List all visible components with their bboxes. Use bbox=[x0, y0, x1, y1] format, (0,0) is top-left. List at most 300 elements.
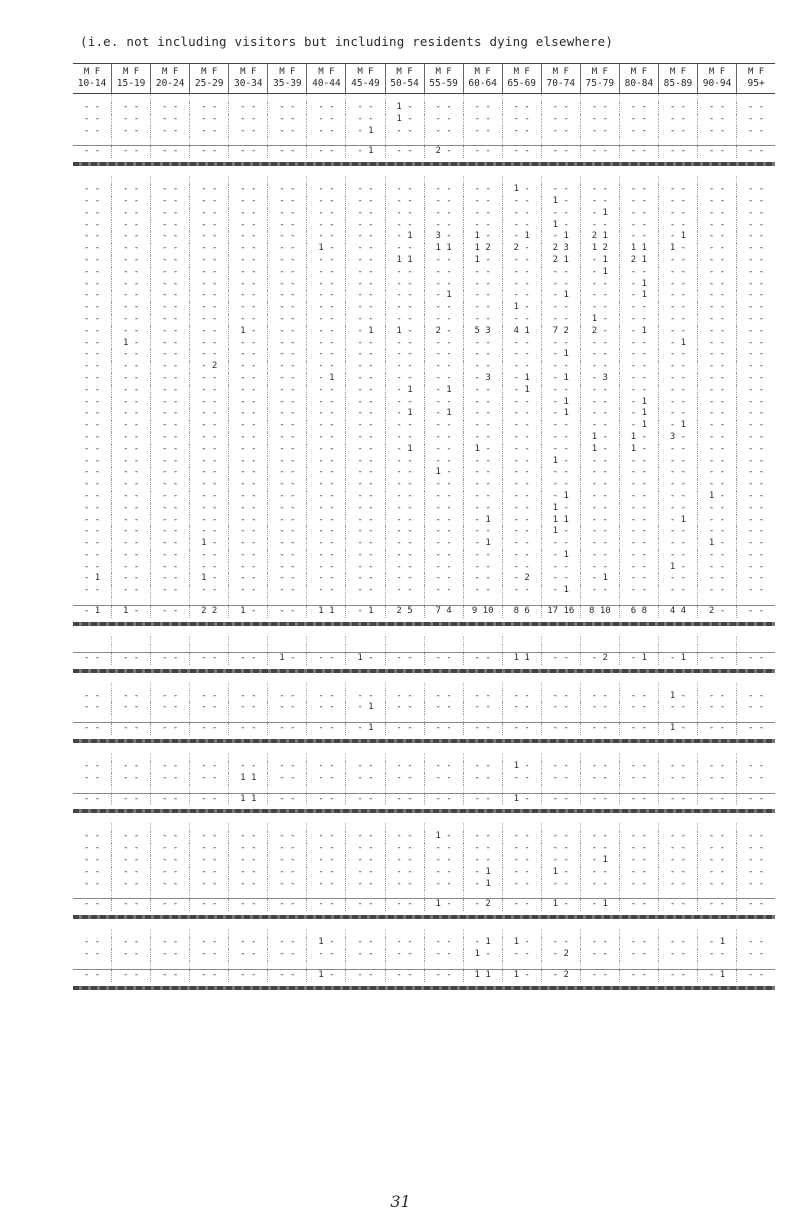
gap-cell bbox=[228, 636, 267, 644]
table-cell: - - bbox=[150, 114, 189, 126]
table-row bbox=[73, 515, 775, 527]
table-cell: - - bbox=[580, 338, 619, 350]
table-cell: - - bbox=[424, 279, 463, 291]
gap-cell bbox=[111, 714, 150, 722]
table-cell: - - bbox=[697, 196, 736, 208]
table-cell: - - bbox=[83, 502, 101, 513]
table-cell: - - bbox=[345, 208, 384, 220]
header-age-11 bbox=[502, 64, 541, 93]
gap-cell bbox=[228, 753, 267, 761]
table-row bbox=[73, 503, 775, 515]
gap-cell bbox=[502, 137, 541, 145]
table-cell: - - bbox=[658, 550, 697, 562]
table-cell: - - bbox=[83, 526, 101, 537]
gap-cell bbox=[306, 597, 345, 605]
table-cell: - - bbox=[658, 267, 697, 279]
gap-cell bbox=[502, 683, 541, 691]
table-cell: - - bbox=[189, 385, 228, 397]
table-cell: - - bbox=[267, 444, 306, 456]
table-cell: - - bbox=[111, 867, 150, 879]
table-cell: - - bbox=[463, 208, 502, 220]
table-cell: - - bbox=[697, 899, 736, 911]
header-sex-label: M F bbox=[162, 67, 179, 77]
table-cell: - - bbox=[463, 723, 502, 735]
table-cell: - - bbox=[189, 373, 228, 385]
table-cell: - - bbox=[228, 456, 267, 468]
table-cell: - - bbox=[228, 102, 267, 114]
gap-cell bbox=[189, 94, 228, 102]
table-cell: 1 - bbox=[502, 970, 541, 982]
header-sex-label: M F bbox=[357, 67, 374, 77]
gap-cell bbox=[619, 94, 658, 102]
table-row bbox=[73, 208, 775, 220]
table-cell: - - bbox=[189, 432, 228, 444]
gap-cell bbox=[619, 176, 658, 184]
gap-cell bbox=[697, 714, 736, 722]
table-cell: - - bbox=[424, 937, 463, 949]
table-cell: - 1 bbox=[385, 231, 424, 243]
table-cell: - - bbox=[697, 879, 736, 891]
table-cell: - - bbox=[424, 102, 463, 114]
table-cell: - - bbox=[189, 467, 228, 479]
table-cell: - - bbox=[345, 503, 384, 515]
table-cell: - 1 bbox=[502, 385, 541, 397]
table-cell: - - bbox=[424, 773, 463, 785]
table-cell: - - bbox=[736, 126, 775, 138]
table-cell: - - bbox=[658, 385, 697, 397]
table-cell: - - bbox=[345, 879, 384, 891]
table-cell: - - bbox=[502, 432, 541, 444]
table-cell: - - bbox=[502, 949, 541, 961]
header-sex-label: M F bbox=[201, 67, 218, 77]
gap-cell bbox=[111, 137, 150, 145]
gap-cell bbox=[463, 683, 502, 691]
table-cell: - - bbox=[189, 515, 228, 527]
table-cell: 1 - bbox=[697, 491, 736, 503]
table-cell: 9 10 bbox=[463, 606, 502, 618]
table-cell: - - bbox=[83, 207, 101, 218]
table-cell: - - bbox=[385, 491, 424, 503]
table-cell: - 1 bbox=[580, 855, 619, 867]
table-cell: - - bbox=[267, 338, 306, 350]
table-cell: - - bbox=[580, 761, 619, 773]
table-cell: - - bbox=[736, 467, 775, 479]
table-cell: - 1 bbox=[541, 585, 580, 597]
table-cell: - - bbox=[189, 585, 228, 597]
table-cell: - 1 bbox=[541, 231, 580, 243]
total-row bbox=[73, 605, 775, 618]
table-cell: - - bbox=[150, 349, 189, 361]
table-cell: 2 - bbox=[424, 326, 463, 338]
gap-cell bbox=[306, 636, 345, 644]
table-cell: - - bbox=[150, 515, 189, 527]
table-cell: - - bbox=[306, 562, 345, 574]
table-cell: - - bbox=[619, 314, 658, 326]
header-sex-label: M F bbox=[591, 67, 608, 77]
table-cell: - - bbox=[580, 831, 619, 843]
table-cell: - - bbox=[697, 456, 736, 468]
gap-cell bbox=[385, 683, 424, 691]
table-cell: - - bbox=[658, 184, 697, 196]
table-cell: - - bbox=[385, 196, 424, 208]
table-cell: - - bbox=[658, 208, 697, 220]
table-cell: - - bbox=[267, 515, 306, 527]
gap-cell bbox=[697, 137, 736, 145]
table-cell: - - bbox=[345, 338, 384, 350]
table-cell: - - bbox=[697, 361, 736, 373]
table-cell: - - bbox=[502, 585, 541, 597]
total-row bbox=[73, 722, 775, 735]
table-cell: - - bbox=[345, 937, 384, 949]
table-cell: - - bbox=[580, 794, 619, 806]
gap-cell bbox=[736, 137, 775, 145]
table-cell: - - bbox=[580, 949, 619, 961]
table-cell: - - bbox=[619, 761, 658, 773]
header-age-4 bbox=[228, 64, 267, 93]
gap-cell bbox=[541, 890, 580, 898]
gap-cell bbox=[736, 753, 775, 761]
table-cell: - - bbox=[424, 302, 463, 314]
table-cell: - 1 bbox=[619, 408, 658, 420]
gap-cell bbox=[619, 636, 658, 644]
table-cell: - 1 bbox=[463, 937, 502, 949]
table-cell: - - bbox=[697, 126, 736, 138]
table-cell: - - bbox=[463, 491, 502, 503]
gap-cell bbox=[385, 94, 424, 102]
table-cell: - - bbox=[658, 220, 697, 232]
table-cell: - - bbox=[306, 761, 345, 773]
table-cell: - - bbox=[385, 279, 424, 291]
table-cell: - - bbox=[150, 302, 189, 314]
table-cell: - - bbox=[306, 585, 345, 597]
gap-cell bbox=[697, 597, 736, 605]
table-cell: 1 - bbox=[424, 467, 463, 479]
table-cell: 1 1 bbox=[463, 970, 502, 982]
table-row bbox=[73, 385, 775, 397]
table-cell: - - bbox=[619, 184, 658, 196]
table-cell: - 1 bbox=[541, 397, 580, 409]
table-cell: - - bbox=[619, 491, 658, 503]
table-cell: - - bbox=[83, 313, 101, 324]
table-cell: 1 - bbox=[306, 937, 345, 949]
table-cell: - - bbox=[736, 220, 775, 232]
table-cell: 17 16 bbox=[541, 606, 580, 618]
gap-cell bbox=[111, 683, 150, 691]
table-cell: - - bbox=[541, 385, 580, 397]
table-cell: - - bbox=[306, 491, 345, 503]
table-cell: - - bbox=[580, 970, 619, 982]
gap-cell bbox=[228, 644, 267, 652]
table-cell: - - bbox=[424, 397, 463, 409]
table-cell: - - bbox=[424, 184, 463, 196]
table-row bbox=[73, 949, 775, 961]
gap-cell bbox=[658, 961, 697, 969]
table-cell: - - bbox=[111, 467, 150, 479]
gap-cell bbox=[463, 636, 502, 644]
gap-cell bbox=[619, 714, 658, 722]
table-cell: - - bbox=[306, 550, 345, 562]
table-cell: - - bbox=[502, 467, 541, 479]
table-cell: - - bbox=[502, 899, 541, 911]
gap-cell bbox=[73, 683, 111, 691]
header-age-group: 45-49 bbox=[351, 78, 380, 89]
gap-cell bbox=[345, 137, 384, 145]
gap-cell bbox=[73, 961, 111, 969]
gap-cell bbox=[385, 961, 424, 969]
table-cell: - - bbox=[619, 114, 658, 126]
gap-cell bbox=[385, 753, 424, 761]
gap-cell bbox=[541, 636, 580, 644]
table-cell: - - bbox=[111, 937, 150, 949]
table-cell: - - bbox=[189, 653, 228, 665]
gap-cell bbox=[228, 137, 267, 145]
table-cell: - - bbox=[658, 373, 697, 385]
gap-cell bbox=[345, 597, 384, 605]
table-cell: - - bbox=[345, 562, 384, 574]
table-cell: - - bbox=[424, 761, 463, 773]
table-cell: - - bbox=[697, 220, 736, 232]
table-cell: - - bbox=[306, 691, 345, 703]
table-row bbox=[73, 843, 775, 855]
gap-cell bbox=[306, 890, 345, 898]
table-cell: - - bbox=[541, 432, 580, 444]
table-cell: 1 - bbox=[658, 243, 697, 255]
gap-cell bbox=[736, 890, 775, 898]
table-cell: - 1 bbox=[619, 326, 658, 338]
table-row bbox=[73, 220, 775, 232]
table-cell: - - bbox=[267, 538, 306, 550]
table-cell: - - bbox=[619, 208, 658, 220]
table-cell: - - bbox=[658, 831, 697, 843]
table-cell: 1 - bbox=[541, 526, 580, 538]
gap-cell bbox=[111, 644, 150, 652]
table-row bbox=[73, 326, 775, 338]
table-cell: - - bbox=[658, 867, 697, 879]
table-cell: - - bbox=[658, 899, 697, 911]
table-cell: 1 - bbox=[658, 691, 697, 703]
table-cell: - - bbox=[619, 867, 658, 879]
table-cell: - - bbox=[736, 585, 775, 597]
table-cell: - - bbox=[697, 653, 736, 665]
gap-cell bbox=[267, 644, 306, 652]
table-cell: - - bbox=[658, 538, 697, 550]
table-cell: - - bbox=[385, 573, 424, 585]
table-cell: - - bbox=[385, 538, 424, 550]
header-age-17 bbox=[736, 64, 775, 93]
table-cell: - - bbox=[502, 220, 541, 232]
gap-cell bbox=[111, 961, 150, 969]
table-cell: - - bbox=[306, 899, 345, 911]
header-age-1 bbox=[111, 64, 150, 93]
table-cell: - - bbox=[619, 338, 658, 350]
table-cell: - - bbox=[306, 867, 345, 879]
gap-cell bbox=[306, 176, 345, 184]
table-cell: - - bbox=[385, 314, 424, 326]
gap-cell bbox=[502, 636, 541, 644]
table-cell: - - bbox=[697, 515, 736, 527]
gap-cell bbox=[73, 644, 111, 652]
table-cell: - - bbox=[189, 794, 228, 806]
table-cell: - - bbox=[111, 444, 150, 456]
table-cell: - - bbox=[385, 585, 424, 597]
table-cell: - - bbox=[345, 691, 384, 703]
table-cell: - - bbox=[736, 444, 775, 456]
gap-cell bbox=[385, 785, 424, 793]
table-cell: - - bbox=[619, 102, 658, 114]
table-cell: - - bbox=[736, 290, 775, 302]
table-cell: - - bbox=[150, 397, 189, 409]
table-cell: - - bbox=[111, 491, 150, 503]
table-cell: - - bbox=[502, 491, 541, 503]
table-cell: - - bbox=[385, 432, 424, 444]
table-cell: - - bbox=[189, 349, 228, 361]
total-row bbox=[73, 793, 775, 806]
table-cell: - - bbox=[111, 432, 150, 444]
table-cell: - - bbox=[580, 467, 619, 479]
table-cell: - - bbox=[111, 550, 150, 562]
table-cell: - - bbox=[463, 184, 502, 196]
row-gap bbox=[73, 823, 775, 831]
table-cell: - - bbox=[267, 290, 306, 302]
gap-cell bbox=[619, 137, 658, 145]
table-cell: - - bbox=[111, 773, 150, 785]
gap-cell bbox=[463, 823, 502, 831]
table-cell: - - bbox=[580, 196, 619, 208]
gap-cell bbox=[463, 714, 502, 722]
table-cell: - - bbox=[150, 937, 189, 949]
gap-cell bbox=[267, 890, 306, 898]
table-cell: 6 8 bbox=[619, 606, 658, 618]
table-cell: - - bbox=[502, 479, 541, 491]
table-cell: - - bbox=[697, 373, 736, 385]
table-cell: - - bbox=[267, 526, 306, 538]
table-cell: - - bbox=[267, 243, 306, 255]
table-cell: - - bbox=[736, 479, 775, 491]
table-cell: - - bbox=[111, 562, 150, 574]
table-cell: - 1 bbox=[345, 606, 384, 618]
table-cell: 1 1 bbox=[306, 606, 345, 618]
table-cell: - - bbox=[267, 573, 306, 585]
gap-cell bbox=[697, 890, 736, 898]
gap-cell bbox=[424, 137, 463, 145]
table-cell: - - bbox=[306, 146, 345, 158]
gap-cell bbox=[189, 753, 228, 761]
table-cell: 1 1 bbox=[385, 255, 424, 267]
gap-cell bbox=[541, 683, 580, 691]
table-cell: - - bbox=[463, 114, 502, 126]
table-cell: - - bbox=[697, 479, 736, 491]
gap-cell bbox=[580, 929, 619, 937]
table-cell: - - bbox=[228, 573, 267, 585]
table-row bbox=[73, 420, 775, 432]
header-age-14 bbox=[619, 64, 658, 93]
table-cell: - - bbox=[111, 831, 150, 843]
gap-cell bbox=[463, 176, 502, 184]
table-cell: - - bbox=[189, 338, 228, 350]
gap-cell bbox=[697, 929, 736, 937]
table-cell: - - bbox=[463, 432, 502, 444]
gap-cell bbox=[658, 597, 697, 605]
table-cell: - - bbox=[228, 338, 267, 350]
table-cell: - - bbox=[580, 361, 619, 373]
table-cell: - - bbox=[736, 338, 775, 350]
table-cell: - 3 bbox=[580, 373, 619, 385]
table-row bbox=[73, 831, 775, 843]
table-cell: - - bbox=[306, 302, 345, 314]
table-cell: - - bbox=[502, 420, 541, 432]
table-cell: - 2 bbox=[463, 899, 502, 911]
table-cell: - - bbox=[189, 146, 228, 158]
gap-cell bbox=[345, 785, 384, 793]
gap-cell bbox=[150, 636, 189, 644]
table-cell: - - bbox=[267, 102, 306, 114]
gap-cell bbox=[541, 823, 580, 831]
table-cell: - - bbox=[150, 538, 189, 550]
table-cell: - - bbox=[385, 550, 424, 562]
gap-cell bbox=[150, 785, 189, 793]
table-cell: 1 - bbox=[541, 503, 580, 515]
table-cell: - - bbox=[189, 562, 228, 574]
table-cell: - - bbox=[306, 196, 345, 208]
table-cell: - - bbox=[150, 606, 189, 618]
table-cell: - - bbox=[736, 723, 775, 735]
table-cell: - - bbox=[502, 550, 541, 562]
table-row bbox=[73, 231, 775, 243]
table-cell: - - bbox=[424, 855, 463, 867]
table-cell: - - bbox=[267, 843, 306, 855]
table-cell: - - bbox=[580, 385, 619, 397]
row-gap bbox=[73, 176, 775, 184]
table-cell: - - bbox=[697, 702, 736, 714]
table-cell: - - bbox=[541, 338, 580, 350]
table-cell: - - bbox=[228, 444, 267, 456]
gap-cell bbox=[267, 714, 306, 722]
table-cell: - - bbox=[306, 538, 345, 550]
table-cell: - - bbox=[228, 373, 267, 385]
gap-cell bbox=[111, 636, 150, 644]
table-cell: - - bbox=[580, 526, 619, 538]
gap-cell bbox=[111, 929, 150, 937]
table-cell: - - bbox=[150, 408, 189, 420]
table-cell: - 1 bbox=[619, 420, 658, 432]
table-cell: - - bbox=[228, 420, 267, 432]
gap-cell bbox=[73, 94, 111, 102]
table-cell: - - bbox=[736, 491, 775, 503]
gap-cell bbox=[736, 644, 775, 652]
table-cell: - 1 bbox=[463, 867, 502, 879]
table-cell: - - bbox=[541, 843, 580, 855]
table-cell: 1 2 bbox=[580, 243, 619, 255]
table-cell: - - bbox=[189, 290, 228, 302]
gap-cell bbox=[736, 636, 775, 644]
table-cell: - - bbox=[306, 479, 345, 491]
table-cell: - - bbox=[424, 349, 463, 361]
table-cell: - - bbox=[424, 550, 463, 562]
table-cell: - - bbox=[111, 373, 150, 385]
table-cell: - - bbox=[267, 855, 306, 867]
table-cell: - - bbox=[658, 855, 697, 867]
table-cell: - 1 bbox=[580, 255, 619, 267]
table-cell: - - bbox=[619, 831, 658, 843]
gap-cell bbox=[345, 636, 384, 644]
table-cell: - - bbox=[189, 114, 228, 126]
table-cell: - - bbox=[150, 761, 189, 773]
table-cell: - - bbox=[541, 146, 580, 158]
table-cell: - - bbox=[736, 794, 775, 806]
table-cell: - - bbox=[463, 702, 502, 714]
table-cell: - - bbox=[580, 843, 619, 855]
table-cell: - - bbox=[83, 443, 101, 454]
